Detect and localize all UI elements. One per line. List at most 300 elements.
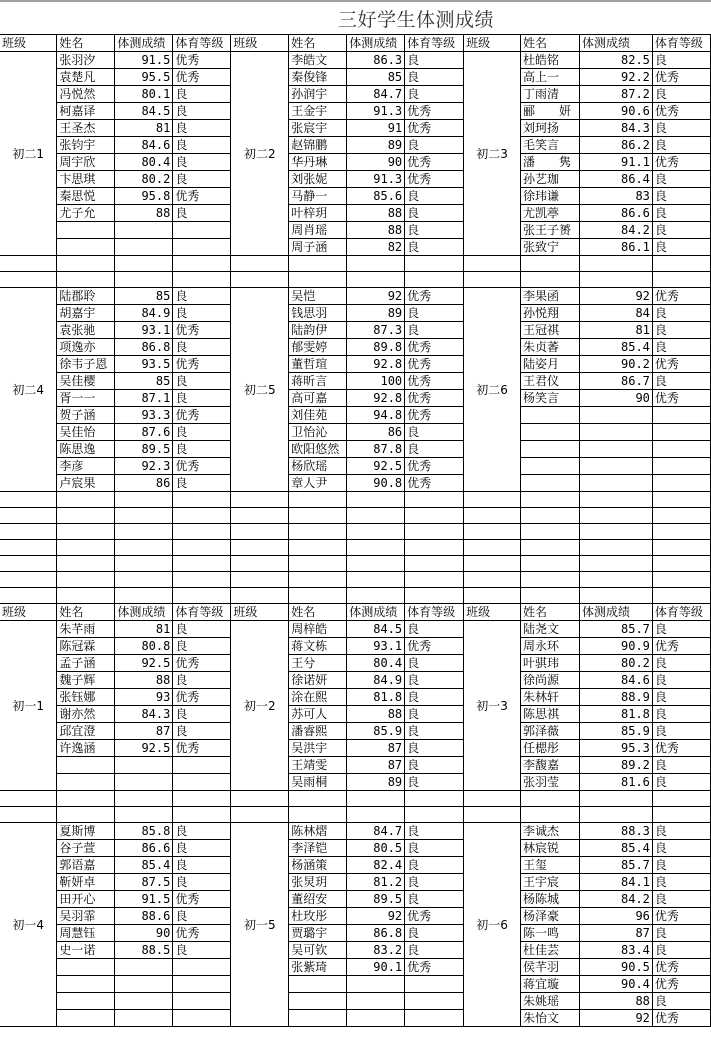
student-name-cell[interactable]: 吴洪宇 [289, 740, 347, 757]
empty-cell[interactable] [347, 524, 405, 540]
student-name-cell[interactable]: 贺子涵 [57, 407, 115, 424]
score-cell[interactable]: 89 [347, 305, 405, 322]
score-cell[interactable]: 81.8 [580, 706, 653, 723]
score-cell[interactable]: 86.6 [115, 840, 173, 857]
student-name-cell[interactable]: 林宸锐 [521, 840, 580, 857]
student-name-cell[interactable]: 朱贞萫 [521, 339, 580, 356]
empty-cell[interactable] [652, 272, 710, 288]
student-name-cell[interactable]: 袁张驰 [57, 322, 115, 339]
student-name-cell[interactable]: 朱林轩 [521, 689, 580, 706]
empty-cell[interactable] [521, 256, 580, 272]
grade-cell[interactable]: 良 [652, 774, 710, 791]
empty-cell[interactable] [347, 588, 405, 604]
empty-cell[interactable] [289, 556, 347, 572]
grade-cell[interactable]: 良 [405, 305, 464, 322]
student-name-cell[interactable]: 田开心 [57, 891, 115, 908]
student-name-cell[interactable]: 钱思羽 [289, 305, 347, 322]
score-cell[interactable]: 84.5 [347, 621, 405, 638]
score-cell[interactable]: 84.2 [580, 222, 653, 239]
score-cell[interactable]: 85.9 [347, 723, 405, 740]
student-name-cell[interactable]: 邱宜澄 [57, 723, 115, 740]
score-cell[interactable] [115, 993, 173, 1010]
grade-cell[interactable]: 良 [173, 154, 231, 171]
student-name-cell[interactable] [289, 976, 347, 993]
student-name-cell[interactable]: 吴佳怡 [57, 424, 115, 441]
score-cell[interactable]: 86.8 [115, 339, 173, 356]
empty-cell[interactable] [173, 540, 231, 556]
empty-cell[interactable] [580, 256, 653, 272]
score-cell[interactable]: 92.8 [347, 356, 405, 373]
score-cell[interactable]: 87 [580, 925, 653, 942]
grade-cell[interactable]: 良 [652, 874, 710, 891]
student-name-cell[interactable]: 刘张妮 [289, 171, 347, 188]
score-cell[interactable]: 91 [347, 120, 405, 137]
student-name-cell[interactable] [57, 993, 115, 1010]
grade-cell[interactable]: 优秀 [652, 976, 710, 993]
grade-cell[interactable]: 优秀 [173, 356, 231, 373]
student-name-cell[interactable] [57, 959, 115, 976]
grade-cell[interactable]: 优秀 [173, 407, 231, 424]
empty-cell[interactable] [521, 524, 580, 540]
grade-cell[interactable]: 良 [173, 672, 231, 689]
student-name-cell[interactable]: 马静一 [289, 188, 347, 205]
student-name-cell[interactable]: 柯嘉译 [57, 103, 115, 120]
empty-cell[interactable] [0, 588, 57, 604]
grade-cell[interactable]: 良 [405, 925, 464, 942]
score-cell[interactable] [580, 475, 653, 492]
score-cell[interactable]: 84.6 [580, 672, 653, 689]
score-cell[interactable]: 90.8 [347, 475, 405, 492]
grade-cell[interactable]: 良 [652, 672, 710, 689]
empty-cell[interactable] [521, 272, 580, 288]
empty-cell[interactable] [580, 540, 653, 556]
student-name-cell[interactable]: 尤子允 [57, 205, 115, 222]
empty-cell[interactable] [115, 572, 173, 588]
score-cell[interactable]: 86.4 [580, 171, 653, 188]
empty-cell[interactable] [0, 508, 57, 524]
student-name-cell[interactable]: 卞思琪 [57, 171, 115, 188]
score-cell[interactable]: 94.8 [347, 407, 405, 424]
grade-cell[interactable]: 良 [173, 857, 231, 874]
student-name-cell[interactable]: 杜皓铭 [521, 52, 580, 69]
grade-cell[interactable]: 优秀 [652, 638, 710, 655]
grade-cell[interactable]: 良 [173, 305, 231, 322]
student-name-cell[interactable]: 董哲瑄 [289, 356, 347, 373]
grade-cell[interactable]: 良 [405, 441, 464, 458]
score-cell[interactable] [580, 441, 653, 458]
empty-cell[interactable] [173, 524, 231, 540]
score-cell[interactable]: 88.9 [580, 689, 653, 706]
student-name-cell[interactable]: 李泽铠 [289, 840, 347, 857]
grade-cell[interactable]: 良 [652, 757, 710, 774]
grade-cell[interactable]: 优秀 [173, 322, 231, 339]
score-cell[interactable]: 83 [580, 188, 653, 205]
score-cell[interactable] [115, 757, 173, 774]
student-name-cell[interactable]: 徐诺妍 [289, 672, 347, 689]
score-cell[interactable]: 88 [347, 222, 405, 239]
score-cell[interactable]: 85.6 [347, 188, 405, 205]
empty-cell[interactable] [231, 508, 289, 524]
empty-cell[interactable] [652, 556, 710, 572]
score-cell[interactable]: 92 [580, 288, 653, 305]
empty-cell[interactable] [289, 807, 347, 823]
empty-cell[interactable] [0, 556, 57, 572]
student-name-cell[interactable]: 谷子萱 [57, 840, 115, 857]
score-cell[interactable]: 88.5 [115, 942, 173, 959]
student-name-cell[interactable]: 杜佳芸 [521, 942, 580, 959]
grade-cell[interactable]: 良 [173, 205, 231, 222]
student-name-cell[interactable]: 陈思祺 [521, 706, 580, 723]
empty-cell[interactable] [580, 508, 653, 524]
empty-cell[interactable] [405, 540, 464, 556]
score-cell[interactable]: 92.3 [115, 458, 173, 475]
grade-cell[interactable] [405, 1010, 464, 1027]
empty-cell[interactable] [347, 791, 405, 807]
score-cell[interactable]: 85 [347, 69, 405, 86]
grade-cell[interactable]: 良 [652, 823, 710, 840]
student-name-cell[interactable] [521, 458, 580, 475]
score-cell[interactable]: 90.5 [580, 959, 653, 976]
score-cell[interactable]: 89.5 [115, 441, 173, 458]
student-name-cell[interactable]: 卢宸果 [57, 475, 115, 492]
student-name-cell[interactable]: 侯芊羽 [521, 959, 580, 976]
student-name-cell[interactable]: 陆姿月 [521, 356, 580, 373]
student-name-cell[interactable]: 吴可钦 [289, 942, 347, 959]
student-name-cell[interactable]: 张羽莹 [521, 774, 580, 791]
score-cell[interactable]: 85.4 [115, 857, 173, 874]
grade-cell[interactable]: 优秀 [405, 458, 464, 475]
empty-cell[interactable] [0, 256, 57, 272]
grade-cell[interactable]: 良 [652, 120, 710, 137]
grade-cell[interactable]: 优秀 [652, 959, 710, 976]
student-name-cell[interactable]: 李皓文 [289, 52, 347, 69]
student-name-cell[interactable]: 朱芊雨 [57, 621, 115, 638]
student-name-cell[interactable]: 刘佳苑 [289, 407, 347, 424]
grade-cell[interactable]: 优秀 [652, 740, 710, 757]
empty-cell[interactable] [464, 791, 521, 807]
student-name-cell[interactable]: 郭语嘉 [57, 857, 115, 874]
student-name-cell[interactable]: 杨陈城 [521, 891, 580, 908]
empty-cell[interactable] [57, 572, 115, 588]
score-cell[interactable]: 90.2 [580, 356, 653, 373]
student-name-cell[interactable] [57, 976, 115, 993]
score-cell[interactable] [580, 407, 653, 424]
grade-cell[interactable]: 优秀 [405, 120, 464, 137]
grade-cell[interactable]: 良 [652, 137, 710, 154]
score-cell[interactable]: 82.4 [347, 857, 405, 874]
empty-cell[interactable] [0, 791, 57, 807]
score-cell[interactable]: 87.8 [347, 441, 405, 458]
grade-cell[interactable]: 良 [405, 689, 464, 706]
score-cell[interactable]: 81.6 [580, 774, 653, 791]
score-cell[interactable]: 80.2 [115, 171, 173, 188]
grade-cell[interactable]: 良 [652, 891, 710, 908]
empty-cell[interactable] [347, 256, 405, 272]
empty-cell[interactable] [652, 256, 710, 272]
score-cell[interactable]: 88 [347, 205, 405, 222]
student-name-cell[interactable]: 吴佳樱 [57, 373, 115, 390]
grade-cell[interactable]: 优秀 [405, 154, 464, 171]
empty-cell[interactable] [57, 508, 115, 524]
grade-cell[interactable]: 良 [405, 840, 464, 857]
empty-cell[interactable] [347, 492, 405, 508]
empty-cell[interactable] [231, 588, 289, 604]
empty-cell[interactable] [464, 508, 521, 524]
score-cell[interactable]: 80.5 [347, 840, 405, 857]
grade-cell[interactable]: 优秀 [652, 288, 710, 305]
score-cell[interactable]: 83.2 [347, 942, 405, 959]
empty-cell[interactable] [580, 807, 653, 823]
grade-cell[interactable]: 良 [173, 706, 231, 723]
score-cell[interactable]: 84.5 [115, 103, 173, 120]
empty-cell[interactable] [289, 791, 347, 807]
score-cell[interactable]: 92.5 [115, 655, 173, 672]
student-name-cell[interactable]: 孟子涵 [57, 655, 115, 672]
grade-cell[interactable]: 良 [652, 322, 710, 339]
grade-cell[interactable]: 良 [173, 942, 231, 959]
student-name-cell[interactable] [521, 475, 580, 492]
student-name-cell[interactable] [57, 757, 115, 774]
empty-cell[interactable] [405, 508, 464, 524]
score-cell[interactable]: 87.1 [115, 390, 173, 407]
score-cell[interactable]: 89.8 [347, 339, 405, 356]
empty-cell[interactable] [521, 791, 580, 807]
empty-cell[interactable] [652, 508, 710, 524]
student-name-cell[interactable]: 王玺 [521, 857, 580, 874]
score-cell[interactable]: 93.1 [115, 322, 173, 339]
grade-cell[interactable]: 良 [405, 723, 464, 740]
empty-cell[interactable] [231, 524, 289, 540]
student-name-cell[interactable]: 秦俊锋 [289, 69, 347, 86]
grade-cell[interactable]: 良 [405, 52, 464, 69]
grade-cell[interactable]: 良 [652, 86, 710, 103]
grade-cell[interactable]: 良 [173, 171, 231, 188]
empty-cell[interactable] [405, 572, 464, 588]
score-cell[interactable]: 96 [580, 908, 653, 925]
empty-cell[interactable] [347, 556, 405, 572]
score-cell[interactable]: 87.5 [115, 874, 173, 891]
grade-cell[interactable]: 优秀 [652, 390, 710, 407]
grade-cell[interactable]: 良 [405, 857, 464, 874]
empty-cell[interactable] [347, 272, 405, 288]
empty-cell[interactable] [57, 540, 115, 556]
student-name-cell[interactable]: 苏可人 [289, 706, 347, 723]
student-name-cell[interactable] [289, 1010, 347, 1027]
score-cell[interactable]: 84 [580, 305, 653, 322]
student-name-cell[interactable]: 陆尧文 [521, 621, 580, 638]
empty-cell[interactable] [231, 256, 289, 272]
student-name-cell[interactable] [57, 222, 115, 239]
student-name-cell[interactable]: 李彦 [57, 458, 115, 475]
empty-cell[interactable] [289, 256, 347, 272]
student-name-cell[interactable] [521, 441, 580, 458]
empty-cell[interactable] [231, 807, 289, 823]
student-name-cell[interactable]: 徐韦子恩 [57, 356, 115, 373]
empty-cell[interactable] [57, 256, 115, 272]
score-cell[interactable]: 91.1 [580, 154, 653, 171]
empty-cell[interactable] [652, 588, 710, 604]
score-cell[interactable]: 85.8 [115, 823, 173, 840]
student-name-cell[interactable]: 陈一鸣 [521, 925, 580, 942]
score-cell[interactable]: 89 [347, 137, 405, 154]
empty-cell[interactable] [231, 556, 289, 572]
score-cell[interactable]: 90 [347, 154, 405, 171]
score-cell[interactable]: 90.1 [347, 959, 405, 976]
grade-cell[interactable]: 优秀 [652, 1010, 710, 1027]
student-name-cell[interactable]: 陈思逸 [57, 441, 115, 458]
student-name-cell[interactable]: 王冠祺 [521, 322, 580, 339]
student-name-cell[interactable]: 王兮 [289, 655, 347, 672]
score-cell[interactable]: 92 [580, 1010, 653, 1027]
empty-cell[interactable] [115, 588, 173, 604]
student-name-cell[interactable]: 袁楚凡 [57, 69, 115, 86]
score-cell[interactable]: 85.9 [580, 723, 653, 740]
grade-cell[interactable]: 优秀 [405, 475, 464, 492]
grade-cell[interactable] [173, 1010, 231, 1027]
student-name-cell[interactable]: 谢亦然 [57, 706, 115, 723]
score-cell[interactable]: 80.4 [347, 655, 405, 672]
empty-cell[interactable] [405, 556, 464, 572]
student-name-cell[interactable]: 陈林熠 [289, 823, 347, 840]
student-name-cell[interactable]: 朱怡文 [521, 1010, 580, 1027]
empty-cell[interactable] [464, 556, 521, 572]
score-cell[interactable]: 85.4 [580, 840, 653, 857]
score-cell[interactable]: 85.4 [580, 339, 653, 356]
grade-cell[interactable]: 良 [173, 840, 231, 857]
score-cell[interactable]: 84.3 [115, 706, 173, 723]
score-cell[interactable]: 89 [347, 774, 405, 791]
empty-cell[interactable] [464, 524, 521, 540]
empty-cell[interactable] [405, 492, 464, 508]
grade-cell[interactable]: 良 [652, 942, 710, 959]
score-cell[interactable]: 89.5 [347, 891, 405, 908]
student-name-cell[interactable]: 潘睿熙 [289, 723, 347, 740]
student-name-cell[interactable] [57, 1010, 115, 1027]
grade-cell[interactable]: 良 [173, 638, 231, 655]
grade-cell[interactable] [173, 976, 231, 993]
empty-cell[interactable] [580, 588, 653, 604]
student-name-cell[interactable]: 周永环 [521, 638, 580, 655]
empty-cell[interactable] [115, 807, 173, 823]
score-cell[interactable] [115, 239, 173, 256]
student-name-cell[interactable] [521, 407, 580, 424]
student-name-cell[interactable]: 叶梓玥 [289, 205, 347, 222]
student-name-cell[interactable]: 许逸涵 [57, 740, 115, 757]
grade-cell[interactable]: 优秀 [652, 356, 710, 373]
grade-cell[interactable]: 良 [405, 205, 464, 222]
grade-cell[interactable] [173, 774, 231, 791]
grade-cell[interactable] [173, 222, 231, 239]
student-name-cell[interactable]: 丁雨清 [521, 86, 580, 103]
grade-cell[interactable]: 优秀 [405, 390, 464, 407]
score-cell[interactable]: 88 [347, 706, 405, 723]
score-cell[interactable]: 95.8 [115, 188, 173, 205]
score-cell[interactable]: 87 [347, 757, 405, 774]
empty-cell[interactable] [464, 572, 521, 588]
student-name-cell[interactable]: 蒋宜璇 [521, 976, 580, 993]
student-name-cell[interactable]: 卫怡沁 [289, 424, 347, 441]
empty-cell[interactable] [521, 540, 580, 556]
score-cell[interactable] [115, 774, 173, 791]
grade-cell[interactable]: 优秀 [405, 638, 464, 655]
score-cell[interactable]: 81 [115, 120, 173, 137]
empty-cell[interactable] [57, 492, 115, 508]
score-cell[interactable]: 81 [115, 621, 173, 638]
score-cell[interactable]: 82 [347, 239, 405, 256]
student-name-cell[interactable]: 郭泽薇 [521, 723, 580, 740]
score-cell[interactable]: 88 [115, 672, 173, 689]
grade-cell[interactable]: 优秀 [405, 356, 464, 373]
grade-cell[interactable]: 良 [173, 86, 231, 103]
empty-cell[interactable] [173, 272, 231, 288]
student-name-cell[interactable]: 周梓皓 [289, 621, 347, 638]
student-name-cell[interactable]: 蒋昕言 [289, 373, 347, 390]
empty-cell[interactable] [115, 256, 173, 272]
empty-cell[interactable] [0, 524, 57, 540]
grade-cell[interactable]: 优秀 [652, 908, 710, 925]
student-name-cell[interactable]: 史一诺 [57, 942, 115, 959]
empty-cell[interactable] [289, 492, 347, 508]
student-name-cell[interactable]: 杨欣瑶 [289, 458, 347, 475]
empty-cell[interactable] [0, 807, 57, 823]
grade-cell[interactable]: 良 [652, 239, 710, 256]
grade-cell[interactable]: 优秀 [652, 103, 710, 120]
student-name-cell[interactable] [57, 239, 115, 256]
grade-cell[interactable]: 良 [652, 857, 710, 874]
grade-cell[interactable]: 良 [173, 137, 231, 154]
grade-cell[interactable]: 良 [405, 891, 464, 908]
empty-cell[interactable] [115, 272, 173, 288]
score-cell[interactable]: 95.3 [580, 740, 653, 757]
grade-cell[interactable]: 优秀 [405, 171, 464, 188]
grade-cell[interactable]: 良 [173, 621, 231, 638]
score-cell[interactable]: 92 [347, 288, 405, 305]
empty-cell[interactable] [173, 556, 231, 572]
empty-cell[interactable] [57, 588, 115, 604]
score-cell[interactable]: 89.2 [580, 757, 653, 774]
grade-cell[interactable]: 优秀 [173, 689, 231, 706]
score-cell[interactable]: 80.1 [115, 86, 173, 103]
student-name-cell[interactable]: 杜玫彤 [289, 908, 347, 925]
empty-cell[interactable] [652, 807, 710, 823]
student-name-cell[interactable]: 郁雯婷 [289, 339, 347, 356]
grade-cell[interactable]: 良 [405, 137, 464, 154]
score-cell[interactable]: 84.9 [347, 672, 405, 689]
score-cell[interactable]: 90.9 [580, 638, 653, 655]
empty-cell[interactable] [115, 556, 173, 572]
grade-cell[interactable]: 良 [405, 424, 464, 441]
empty-cell[interactable] [0, 272, 57, 288]
student-name-cell[interactable]: 潘 隽 [521, 154, 580, 171]
grade-cell[interactable]: 良 [173, 288, 231, 305]
score-cell[interactable]: 91.5 [115, 891, 173, 908]
student-name-cell[interactable]: 周肖瑶 [289, 222, 347, 239]
empty-cell[interactable] [173, 588, 231, 604]
student-name-cell[interactable]: 李诚杰 [521, 823, 580, 840]
grade-cell[interactable]: 优秀 [405, 959, 464, 976]
grade-cell[interactable]: 良 [405, 942, 464, 959]
grade-cell[interactable]: 良 [173, 103, 231, 120]
empty-cell[interactable] [173, 256, 231, 272]
score-cell[interactable]: 100 [347, 373, 405, 390]
grade-cell[interactable]: 良 [652, 689, 710, 706]
empty-cell[interactable] [521, 588, 580, 604]
score-cell[interactable]: 81.8 [347, 689, 405, 706]
empty-cell[interactable] [580, 492, 653, 508]
empty-cell[interactable] [0, 572, 57, 588]
score-cell[interactable]: 87.2 [580, 86, 653, 103]
grade-cell[interactable]: 优秀 [173, 458, 231, 475]
